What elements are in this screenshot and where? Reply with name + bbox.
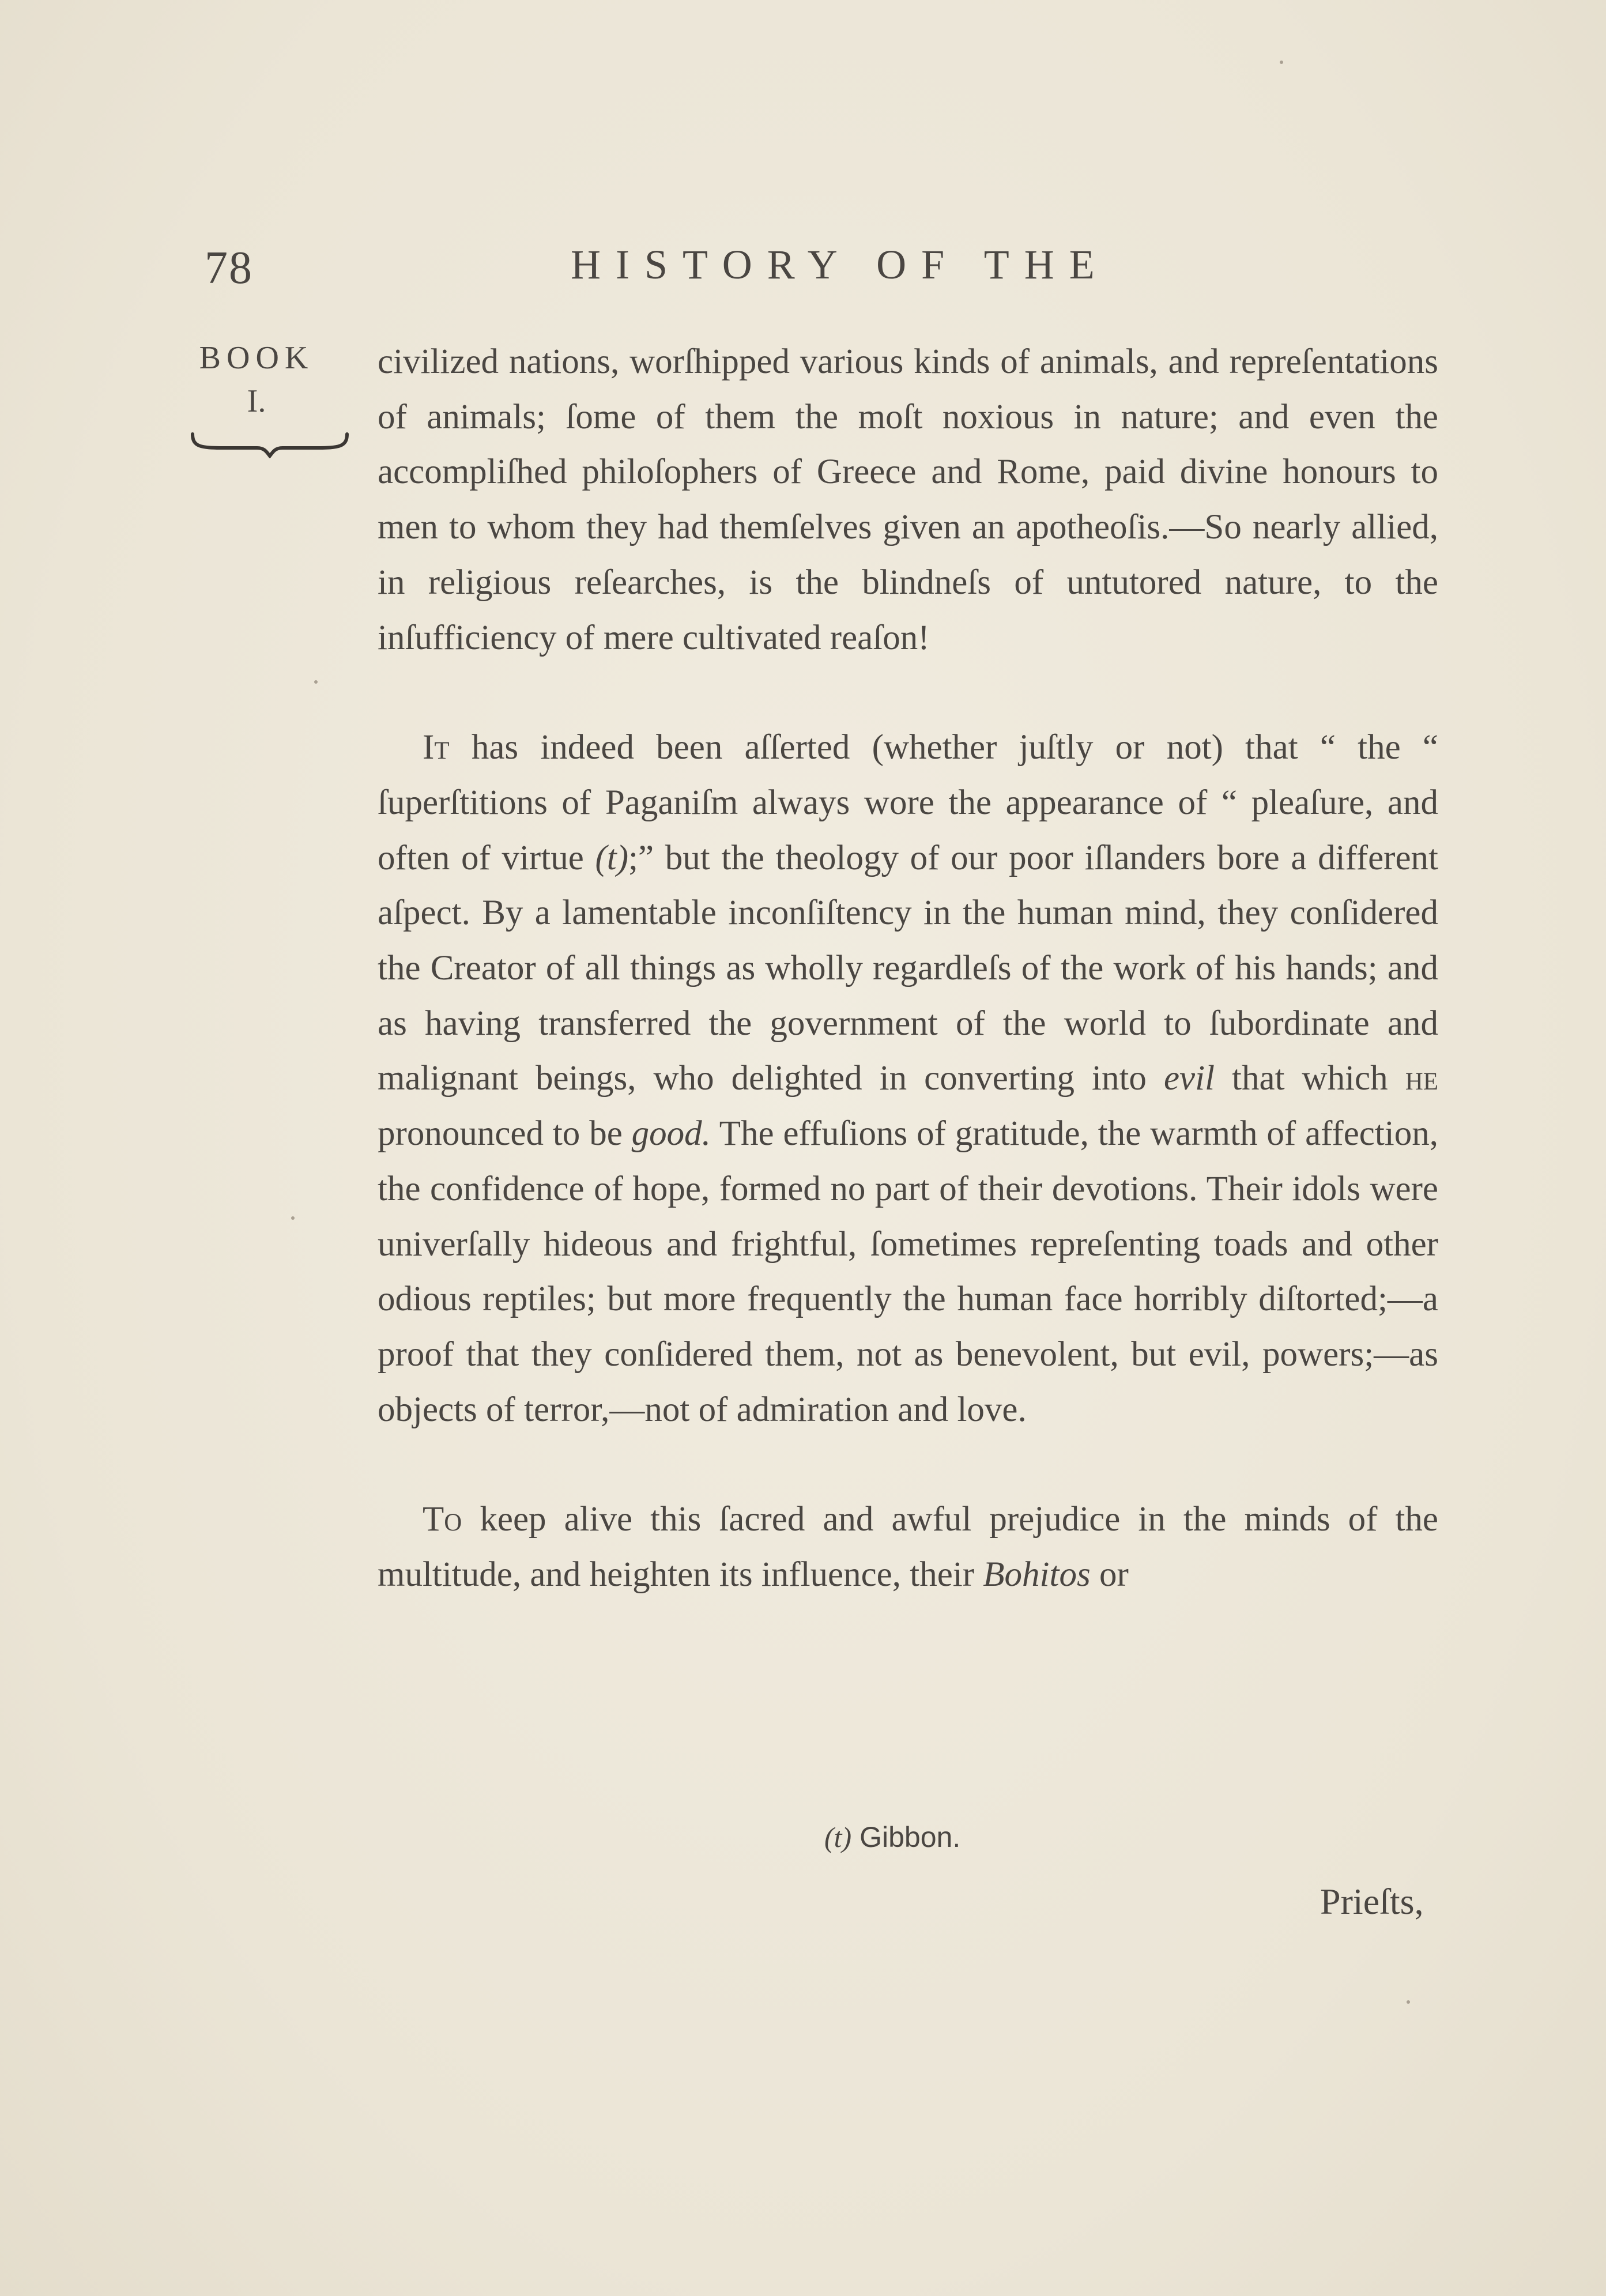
footnote-reference: (t) [595,838,629,877]
word-evil: evil [1163,1059,1215,1098]
paragraph-2-text-c: that which [1215,1059,1405,1098]
paragraph-2-text-d: pronounced to be [378,1114,632,1153]
paper-speck [314,680,318,684]
margin-note-book: BOOK [199,340,314,376]
footnote-mark: (t) [824,1821,852,1853]
paragraph-2-text-e: The effuſions of gratitude, the warmth of affection, the confidence of hope, formed no part of their devotions. Their idols were univerſally hideous and frightful, ſometimes repreſenting toads and other odious reptiles; but more frequently the human face horribly diſtorted;—a proof that they conſidered them, not as benevolent, but evil, powers;—as objects of terror,—not of admiration and love. [378,1114,1438,1429]
paragraph-3-text-a: keep alive this ſacred and awful prejudice in the minds of the multitude, and heighten its influence, their [378,1500,1438,1594]
catchword: Prieſts, [1320,1881,1424,1922]
running-head: HISTORY OF THE [571,242,1110,288]
word-bohitos: Bohitos [983,1555,1091,1594]
paragraph-2-lead: It [423,728,450,767]
page-number: 78 [205,243,253,293]
paragraph-2-text-b: ;” but the theology of our poor iſlanders bore a different aſpect. By a lamentable inconſiſtency in the human mind, they conſidered the Creator of all things as wholly regardleſs of the work of his hands; and as having transferred the government of the world to ſubordinate and malignant beings, who delighted in converting into [378,838,1439,1098]
paragraph-3-lead: To [423,1500,462,1539]
body-text [378,334,1438,1603]
footnote [824,1820,960,1854]
paragraph-2-text-a: has indeed been aſſerted (whether juſtly or not) that “ the “ ſuperſtitions of Paganiſm always wore the appearance of “ pleaſure, and often of virtue [378,728,1438,877]
paper-speck [291,1216,295,1220]
word-good: good. [631,1114,711,1153]
footnote-text: Gibbon. [859,1821,961,1853]
brace-ornament-icon [189,429,350,458]
paragraph-3-text-b: or [1090,1555,1129,1594]
margin-note-volume: I. [247,383,266,419]
margin-note [173,337,340,423]
paper-speck [1280,61,1283,64]
paragraph-2 [378,720,1438,1437]
paragraph-1: civilized nations, worſhipped various kinds of animals, and repreſentations of animals; ſome of them the moſt noxious in nature; and even the accompliſhed philoſophers of Greece and Rome, paid divine honours to men to whom they had themſelves given an apotheoſis.—So nearly allied, in religious reſearches, is the blindneſs of untutored nature, to the inſufficiency of mere cultivated reaſon! [378,342,1438,657]
paper-speck [1407,2000,1410,2004]
word-he: he [1405,1059,1439,1098]
paragraph-3 [378,1492,1438,1602]
